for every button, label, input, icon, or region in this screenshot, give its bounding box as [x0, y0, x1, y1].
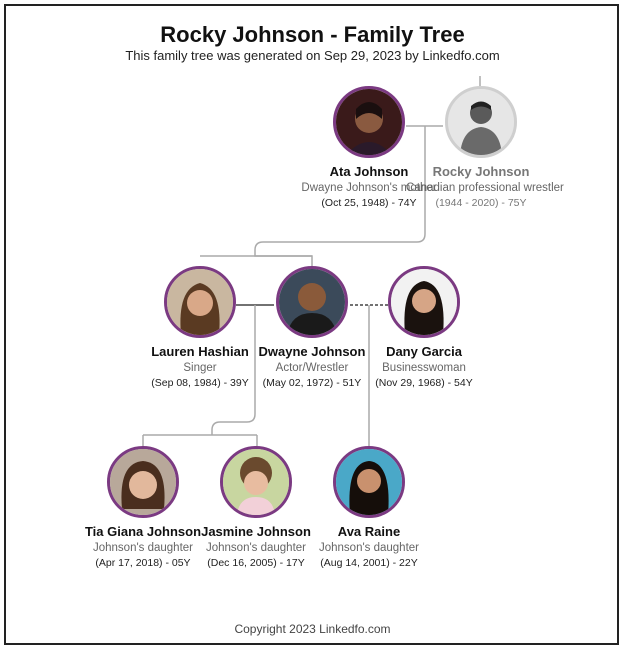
person-role: Dwayne Johnson's mother: [301, 182, 437, 194]
person-ava-raine[interactable]: [294, 446, 444, 569]
avatar: [388, 266, 460, 338]
person-role: Actor/Wrestler: [275, 362, 349, 374]
person-dates: (Nov 29, 1968) - 54Y: [375, 377, 473, 389]
person-name: Ava Raine: [337, 524, 401, 539]
page-title: Rocky Johnson - Family Tree: [160, 22, 465, 47]
person-role: Singer: [183, 362, 217, 374]
avatar: [276, 266, 348, 338]
person-role: Johnson's daughter: [318, 542, 420, 554]
person-dates: (Oct 25, 1948) - 74Y: [321, 197, 417, 209]
person-dates: (Apr 17, 2018) - 05Y: [95, 557, 191, 569]
person-name: Ata Johnson: [329, 164, 409, 179]
person-dates: (1944 - 2020) - 75Y: [435, 197, 527, 209]
person-dates: (Aug 14, 2001) - 22Y: [320, 557, 418, 569]
person-name: Dwayne Johnson: [258, 344, 366, 359]
person-dates: (May 02, 1972) - 51Y: [262, 377, 362, 389]
avatar: [164, 266, 236, 338]
person-dates: (Sep 08, 1984) - 39Y: [151, 377, 249, 389]
person-rocky-johnson[interactable]: [406, 86, 564, 209]
person-role: Johnson's daughter: [92, 542, 194, 554]
person-role: Businesswoman: [382, 362, 466, 374]
person-dates: (Dec 16, 2005) - 17Y: [207, 557, 305, 569]
person-dany-garcia[interactable]: [349, 266, 499, 389]
person-name: Dany Garcia: [386, 344, 462, 359]
person-name: Lauren Hashian: [151, 344, 249, 359]
person-role: Johnson's daughter: [205, 542, 307, 554]
avatar: [333, 86, 405, 158]
avatar: [220, 446, 292, 518]
page-subtitle: This family tree was generated on Sep 29, 2023 by Linkedfo.com: [125, 48, 500, 63]
copyright-footer: Copyright 2023 Linkedfo.com: [234, 622, 391, 636]
avatar: [333, 446, 405, 518]
avatar: [445, 86, 517, 158]
person-name: Rocky Johnson: [432, 164, 530, 179]
person-name: Jasmine Johnson: [201, 524, 311, 539]
person-role: Canadian professional wrestler: [406, 182, 564, 194]
person-name: Tia Giana Johnson: [84, 524, 202, 539]
avatar: [107, 446, 179, 518]
